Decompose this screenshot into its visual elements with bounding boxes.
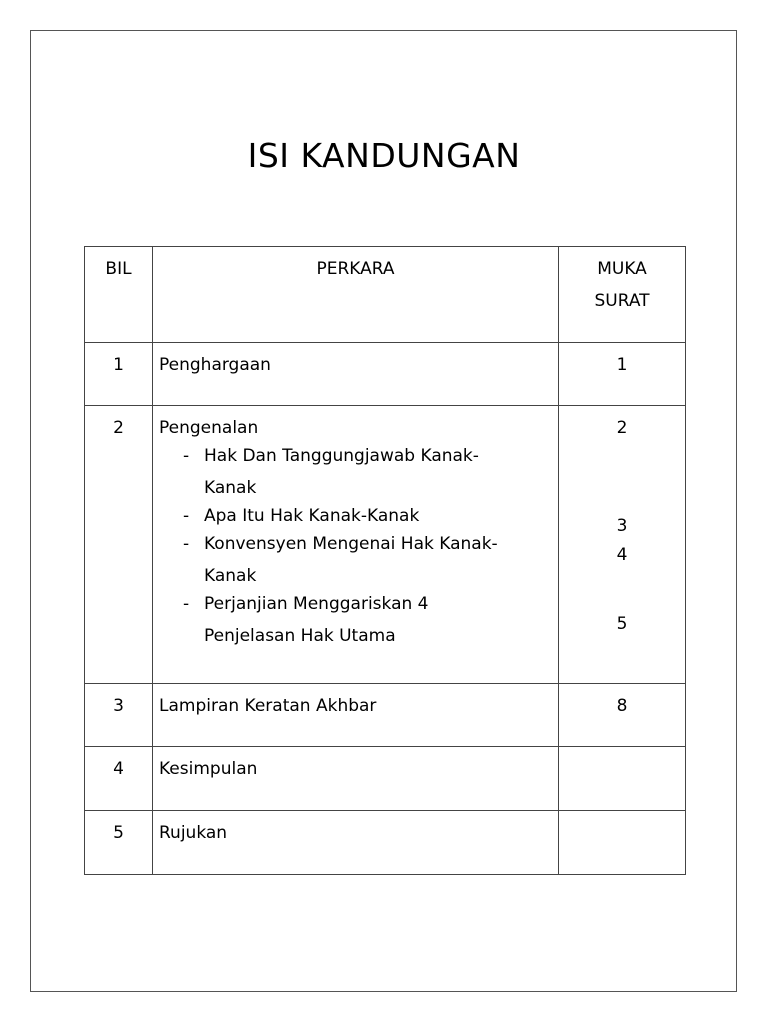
header-perkara: PERKARA <box>153 247 559 343</box>
row-bil: 3 <box>85 684 153 747</box>
sub-item-list <box>159 440 552 652</box>
row-muka-surat <box>559 811 686 875</box>
list-dash: - <box>183 506 190 526</box>
table-header-row <box>85 247 686 343</box>
page-number: 5 <box>616 614 628 634</box>
contents-table <box>84 246 686 875</box>
list-item <box>183 588 552 652</box>
list-dash: - <box>183 594 190 614</box>
row-bil: 4 <box>85 747 153 811</box>
page-number: 3 <box>616 516 628 536</box>
row-muka-surat: 8 <box>559 684 686 747</box>
row-perkara <box>153 406 559 684</box>
list-item-line: Kanak <box>204 478 257 498</box>
list-item-line: Konvensyen Mengenai Hak Kanak- <box>204 534 498 554</box>
list-item-line: Apa Itu Hak Kanak-Kanak <box>204 506 420 526</box>
row-perkara: Rujukan <box>153 811 559 875</box>
list-item-line: Hak Dan Tanggungjawab Kanak- <box>204 446 479 466</box>
row-muka-surat <box>559 406 686 684</box>
page-title: ISI KANDUNGAN <box>247 136 521 175</box>
page-number-column <box>565 412 679 677</box>
header-muka-surat <box>559 247 686 343</box>
row-muka-surat: 1 <box>559 343 686 406</box>
header-muka-surat-line1: MUKA <box>597 259 647 279</box>
list-item-line: Perjanjian Menggariskan 4 <box>204 594 429 614</box>
list-dash: - <box>183 446 190 466</box>
page-number: 4 <box>616 545 628 565</box>
page-number: 2 <box>616 418 628 438</box>
table-row <box>85 684 686 747</box>
table-row <box>85 343 686 406</box>
row-bil: 5 <box>85 811 153 875</box>
table-row <box>85 747 686 811</box>
list-item <box>183 440 552 504</box>
row-perkara: Penghargaan <box>153 343 559 406</box>
list-item <box>183 528 552 592</box>
row-bil: 2 <box>85 406 153 684</box>
row-perkara: Lampiran Keratan Akhbar <box>153 684 559 747</box>
row-muka-surat <box>559 747 686 811</box>
header-muka-surat-line2: SURAT <box>594 291 650 311</box>
row-bil: 1 <box>85 343 153 406</box>
list-item-line: Penjelasan Hak Utama <box>204 626 396 646</box>
list-dash: - <box>183 534 190 554</box>
header-bil: BIL <box>85 247 153 343</box>
table-row <box>85 811 686 875</box>
row-perkara-heading: Pengenalan <box>159 418 259 438</box>
table-row <box>85 406 686 684</box>
row-perkara: Kesimpulan <box>153 747 559 811</box>
list-item-line: Kanak <box>204 566 257 586</box>
